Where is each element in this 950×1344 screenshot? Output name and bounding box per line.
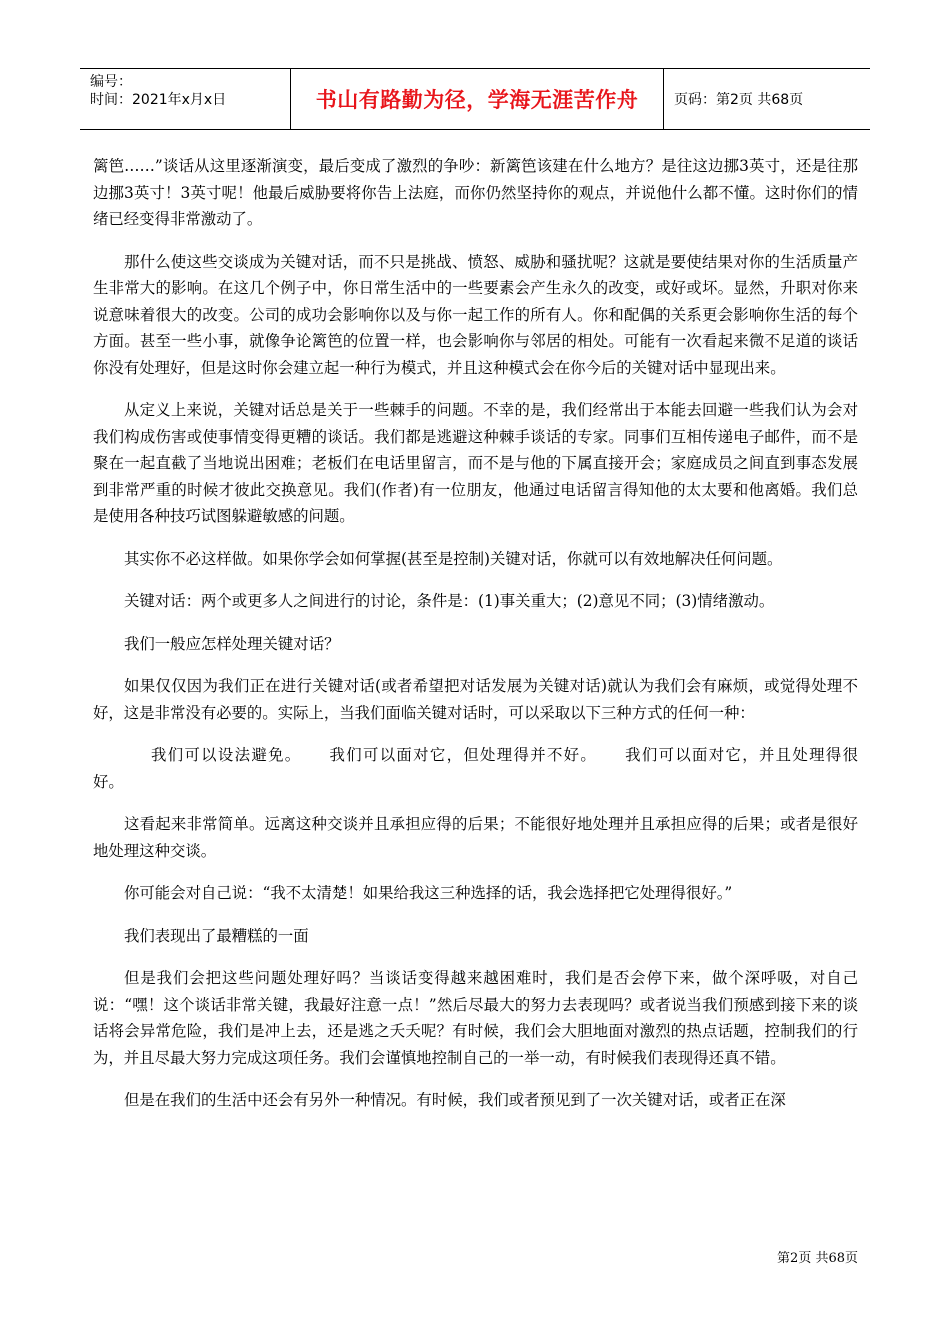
paragraph-6: 这看起来非常简单。远离这种交谈并且承担应得的后果；不能很好地处理并且承担应得的后果；或者是很好地处理这种交谈。 [93, 815, 858, 860]
option-face-well: 我们可以面对它，并且处理得很好。 [93, 746, 858, 791]
header-page-info: 页码：第2页 共68页 [674, 92, 804, 108]
paragraph-9: 但是在我们的生活中还会有另外一种情况。有时候，我们或者预见到了一次关键对话，或者正在深 [124, 1091, 786, 1109]
paragraph-4: 其实你不必这样做。如果你学会如何掌握(甚至是控制)关键对话，你就可以有效地解决任何问题。 [124, 549, 783, 568]
paragraph-2: 那什么使这些交谈成为关键对话，而不只是挑战、愤怒、威胁和骚扰呢？这就是要使结果对你的生活质量产生非常大的影响。在这几个例子中，你日常生活中的一些要素会产生永久的改变，或好或坏。显然，升职对你来说意味着很大的改变。公司的成功会影响你以及与你一起工作的所有人。你和配偶的关系更会影响你生活的每个方面。甚至一些小事，就像争论篱笆的位置一样，也会影响你与邻居的相处。可能有一次看起来微不足道的谈话你没有处理好，但是这时你会建立起一种行为模式，并且这种模式会在你今后的关键对话中显现出来。 [93, 252, 858, 377]
section-heading: 我们表现出了最糟糕的一面 [124, 926, 309, 945]
paragraph-5: 如果仅仅因为我们正在进行关键对话(或者希望把对话发展为关键对话)就认为我们会有麻烦，或觉得处理不好，这是非常没有必要的。实际上，当我们面临关键对话时，可以采取以下三种方式的任何一种： [93, 677, 858, 722]
options-line [93, 742, 858, 795]
paragraph-7: 你可能会对自己说：“我不太清楚！如果给我这三种选择的话，我会选择把它处理得很好。” [124, 884, 733, 902]
option-face-poorly: 我们可以面对它，但处理得并不好。 [329, 746, 598, 764]
question-heading: 我们一般应怎样处理关键对话？ [124, 634, 340, 653]
definition-paragraph: 关键对话：两个或更多人之间进行的讨论，条件是：(1)事关重大；(2)意见不同；(3)情绪激动。 [124, 592, 775, 610]
option-avoid: 我们可以设法避免。 [151, 746, 302, 764]
page-footer: 第2页 共68页 [777, 1251, 858, 1266]
header-motto: 书山有路勤为径，学海无涯苦作舟 [291, 69, 664, 129]
document-date: 时间：2021年x月x日 [90, 92, 227, 108]
header-meta [80, 69, 291, 129]
document-body [93, 153, 858, 1130]
document-number-label: 编号： [90, 74, 132, 90]
paragraph-1: 篱笆……”谈话从这里逐渐演变，最后变成了激烈的争吵：新篱笆该建在什么地方？是往这边挪3英寸，还是往那边挪3英寸！3英寸呢！他最后威胁要将你告上法庭，而你仍然坚持你的观点，并说他什么都不懂。这时你们的情绪已经变得非常激动了。 [93, 157, 858, 228]
page-header [80, 68, 870, 130]
paragraph-8: 但是我们会把这些问题处理好吗？当谈话变得越来越困难时，我们是否会停下来，做个深呼吸，对自己说：“嘿！这个谈话非常关键，我最好注意一点！”然后尽最大的努力去表现吗？或者说当我们预感到接下来的谈话将会异常危险，我们是冲上去，还是逃之夭夭呢？有时候，我们会大胆地面对激烈的热点话题，控制我们的行为，并且尽最大努力完成这项任务。我们会谨慎地控制自己的一举一动，有时候我们表现得还真不错。 [93, 969, 858, 1067]
paragraph-3: 从定义上来说，关键对话总是关于一些棘手的问题。不幸的是，我们经常出于本能去回避一些我们认为会对我们构成伤害或使事情变得更糟的谈话。我们都是逃避这种棘手谈话的专家。同事们互相传递电子邮件，而不是聚在一起直截了当地说出困难；老板们在电话里留言，而不是与他的下属直接开会；家庭成员之间直到事态发展到非常严重的时候才彼此交换意见。我们(作者)有一位朋友，他通过电话留言得知他的太太要和他离婚。我们总是使用各种技巧试图躲避敏感的问题。 [93, 401, 858, 525]
